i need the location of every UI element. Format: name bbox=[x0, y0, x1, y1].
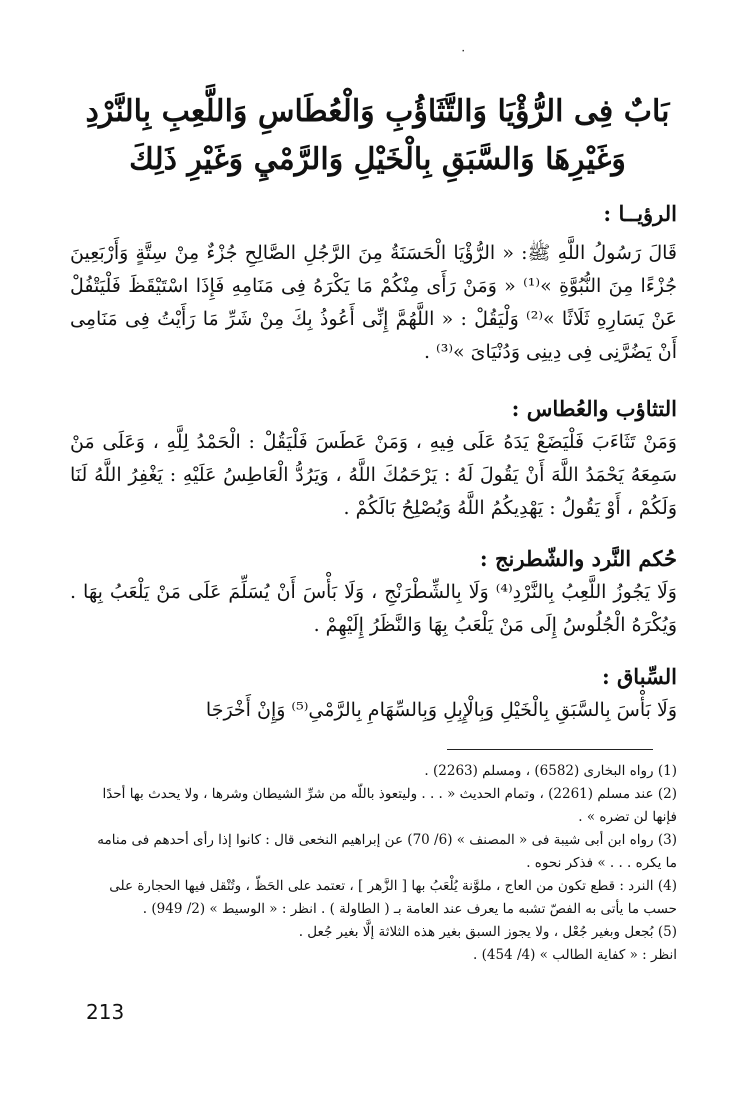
section-backgammon-chess bbox=[70, 542, 677, 642]
footnote-divider bbox=[447, 749, 653, 750]
section-text: وَلَا بَأْسَ بِالسَّبَقِ بِالْخَيْلِ وَبِالْإِبِلِ وَبِالسِّهَامِ بِالرَّمْىِ⁽⁵⁾ وَإِنْ أَخْرَجَا bbox=[205, 699, 677, 721]
page-number: 213 bbox=[86, 1000, 125, 1024]
footnote-1: (1) رواه البخارى (6582) ، ومسلم (2263) . bbox=[424, 763, 677, 779]
section-racing bbox=[70, 660, 677, 727]
chapter-title bbox=[40, 88, 715, 184]
footnote-5-reference: انظر : « كفاية الطالب » (4/ 454) . bbox=[473, 947, 677, 963]
section-heading: التثاؤب والعُطاس : bbox=[511, 396, 677, 421]
top-mark: ٠ bbox=[460, 43, 467, 57]
section-text: وَمَنْ تَثَاءَبَ فَلْيَضَعْ يَدَهُ عَلَى فِيهِ ، وَمَنْ عَطَسَ فَلْيَقُلْ : الْحَمْدُ لِلَّهِ ، وَعَلَى مَنْ سَمِعَهُ يَحْمَدُ اللَّهَ أَنْ يَقُولَ لَهُ : يَرْحَمُكَ اللَّهُ ، وَيَرُدُّ الْعَاطِسُ عَلَيْهِ : يَغْفِرُ اللَّهُ لَنَا وَلَكُمْ ، أَوْ يَقُولُ : يَهْدِيكُمُ اللَّهُ وَيُصْلِحُ بَالَكُمْ . bbox=[70, 431, 677, 519]
section-text: وَلَا يَجُوزُ اللَّعِبُ بِالنَّرْدِ⁽⁴⁾ وَلَا بِالشِّطْرَنْجِ ، وَلَا بَأْسَ أَنْ يُسَلِّمَ عَلَى مَنْ يَلْعَبُ بِهَا . وَيُكْرَهُ الْجُلُوسُ إِلَى مَنْ يَلْعَبُ بِهَا وَالنَّظَرُ إِلَيْهِمْ . bbox=[70, 581, 677, 636]
section-heading: الرؤيــا : bbox=[603, 201, 677, 226]
section-heading: السِّباق : bbox=[601, 664, 677, 689]
chapter-title-line-1: بَابٌ فِى الرُّؤْيَا وَالتَّثَاؤُبِ وَالْعُطَاسِ وَاللَّعِبِ بِالنَّرْدِ bbox=[85, 94, 670, 129]
chapter-title-line-2: وَغَيْرِهَا وَالسَّبَقِ بِالْخَيْلِ وَالرَّمْيِ وَغَيْرِ ذَلِكَ bbox=[129, 142, 626, 177]
footnote-4: (4) النرد : قطع تكون من العاج ، ملوَّنة يُلْعَبُ بها [ الزَّهر ] ، تعتمد على الحَظّ ، وتُنْقل فيها الحجارة على حسب ما يأتى به الفصّ تشبه ما يعرف عند العامة بـ ( الطاولة ) . انظر : « الوسيط » (2/ 949) . bbox=[109, 878, 677, 917]
footnotes bbox=[82, 760, 677, 967]
section-dreams bbox=[70, 197, 677, 369]
footnote-5: (5) بُجعل وبغير جُعْل ، ولا يجوز السبق بغير هذه الثلاثة إلَّا بغير جُعل . bbox=[298, 924, 677, 940]
footnote-3: (3) رواه ابن أبى شيبة فى « المصنف » (6/ 70) عن إبراهيم النخعى قال : كانوا إذا رأى أحدهم فى منامه ما يكره . . . » فذكر نحوه . bbox=[97, 832, 677, 871]
section-text: قَالَ رَسُولُ اللَّهِ ﷺ: « الرُّؤْيَا الْحَسَنَةُ مِنَ الرَّجُلِ الصَّالِحِ جُزْءٌ مِنْ سِتَّةٍ وَأَرْبَعِينَ جُزْءًا مِنَ النُّبُوَّةِ »⁽¹⁾ « وَمَنْ رَأَى مِنْكُمْ مَا يَكْرَهُ فِى مَنَامِهِ فَإِذَا اسْتَيْقَظَ فَلْيَتْفُلْ عَنْ يَسَارِهِ ثَلَاثًا »⁽²⁾ وَلْيَقُلْ : « اللَّهُمَّ إِنِّى أَعُوذُ بِكَ مِنْ شَرِّ مَا رَأَيْتُ فِى مَنَامِى أَنْ يَضُرَّنِى فِى دِينِى وَدُنْيَاىَ »⁽³⁾ . bbox=[70, 242, 677, 363]
section-heading: حُكم النَّرد والشّطرنج : bbox=[479, 546, 677, 571]
footnote-2: (2) عند مسلم (2261) ، وتمام الحديث « . . . وليتعوذ باللّه من شرِّ الشيطان وشرها ، ولا يحدث بها أحدًا فإنها لن تضره » . bbox=[102, 786, 677, 825]
section-yawning-sneezing bbox=[70, 392, 677, 525]
